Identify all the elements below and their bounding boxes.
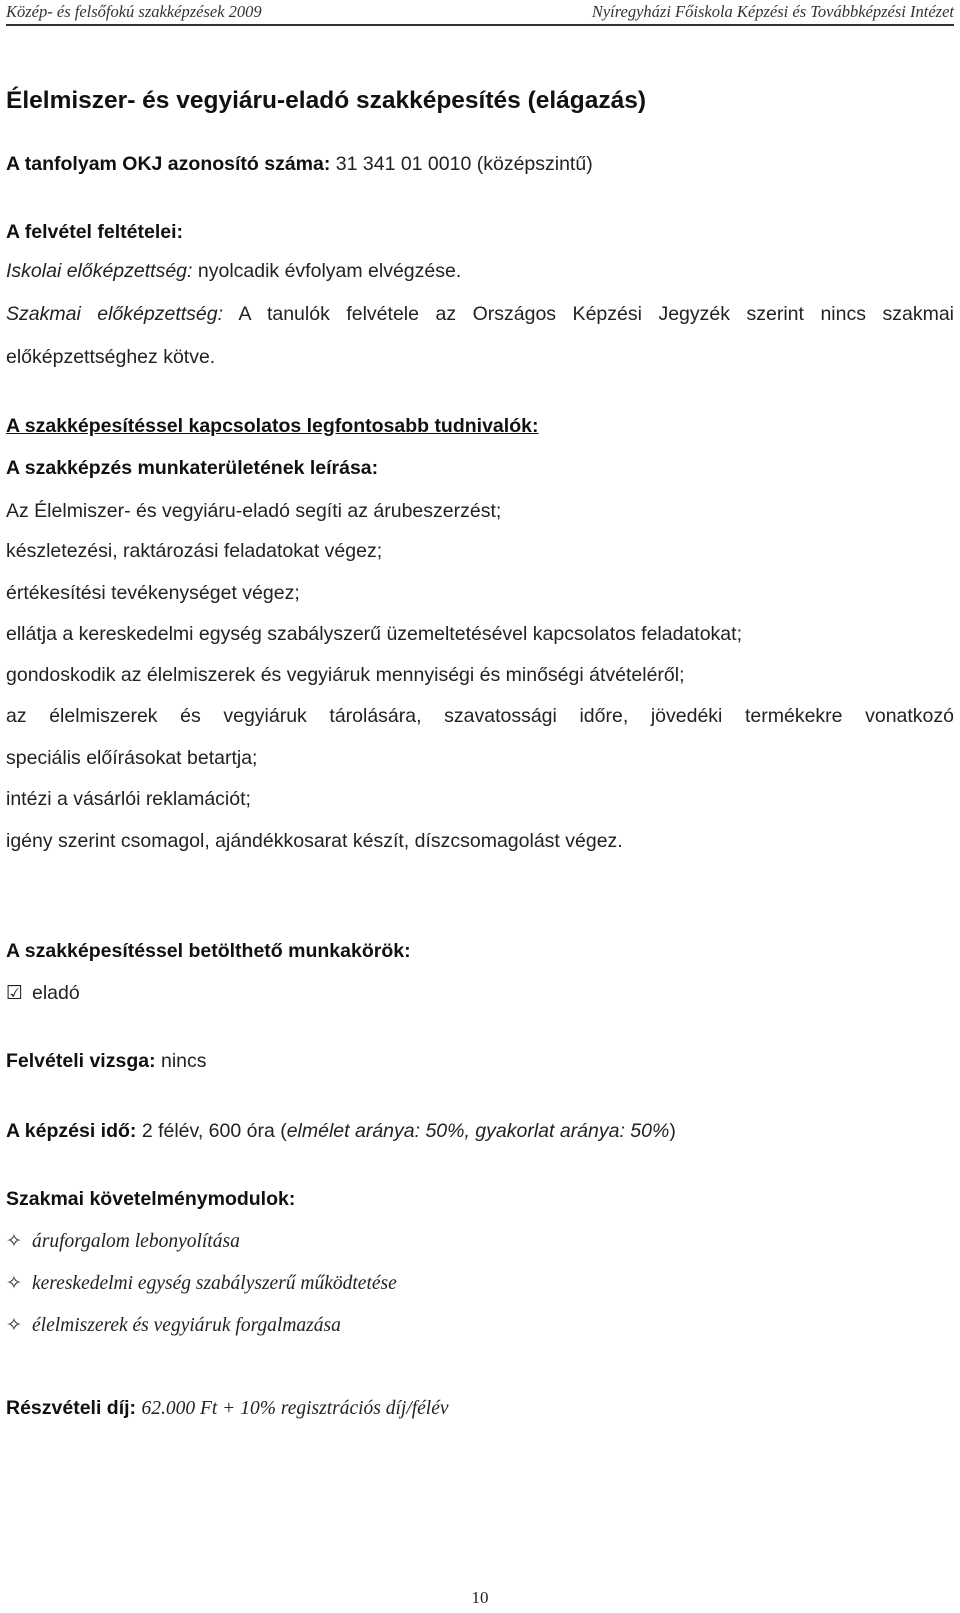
duration-value: 2 félév, 600 óra ( xyxy=(141,1120,287,1142)
duty-line: gondoskodik az élelmiszerek és vegyiáruk mennyiségi és minőségi átvételéről; xyxy=(6,664,685,686)
module-item-label: kereskedelmi egység szabályszerű működtetése xyxy=(32,1273,397,1294)
duration-close: ) xyxy=(669,1120,676,1142)
duty-line: készletezési, raktározási feladatokat végez; xyxy=(6,540,383,562)
page-title: Élelmiszer- és vegyiáru-eladó szakképesítés (elágazás) xyxy=(6,87,647,114)
exam-value: nincs xyxy=(161,1050,207,1072)
fee-label: Részvételi díj: xyxy=(6,1397,137,1419)
duty-line: az élelmiszerek és vegyiáruk tárolására, szavatossági időre, jövedéki termékekre vonatkozó xyxy=(6,705,954,727)
duty-line: értékesítési tevékenységet végez; xyxy=(6,582,300,604)
exam-label: Felvételi vizsga: xyxy=(6,1050,156,1072)
okj-label: A tanfolyam OKJ azonosító száma: xyxy=(6,153,331,175)
okj-value: 31 341 01 0010 (középszintű) xyxy=(335,153,593,175)
prof-prereq-line xyxy=(6,302,954,326)
module-item xyxy=(6,1313,341,1338)
school-prereq-value: nyolcadik évfolyam elvégzése. xyxy=(197,260,462,282)
info-heading: A szakképesítéssel kapcsolatos legfontosabb tudnivalók: xyxy=(6,415,539,437)
header-left: Közép- és felsőfokú szakképzések 2009 xyxy=(6,2,262,21)
jobs-heading: A szakképesítéssel betölthető munkakörök: xyxy=(6,940,411,962)
exam-line xyxy=(6,1049,207,1073)
duration-label: A képzési idő: xyxy=(6,1120,137,1142)
okj-line xyxy=(6,152,593,176)
fee-value: 62.000 Ft + 10% regisztrációs díj/félév xyxy=(141,1398,449,1419)
module-item xyxy=(6,1271,397,1296)
four-point-star-icon: ✧ xyxy=(6,1230,22,1252)
duty-line: speciális előírásokat betartja; xyxy=(6,747,258,769)
checkbox-checked-icon: ☑ xyxy=(6,982,24,1004)
prof-prereq-value: A tanulók felvétele az Országos Képzési Jegyzék szerint nincs szakmai xyxy=(238,303,955,325)
duty-line: igény szerint csomagol, ajándékkosarat készít, díszcsomagolást végez. xyxy=(6,830,623,852)
job-item-label: eladó xyxy=(32,982,80,1004)
page-header xyxy=(6,0,954,26)
admission-heading: A felvétel feltételei: xyxy=(6,221,184,243)
prof-prereq-label: Szakmai előképzettség: xyxy=(6,303,224,325)
job-item xyxy=(6,981,80,1005)
duty-line: Az Élelmiszer- és vegyiáru-eladó segíti az árubeszerzést; xyxy=(6,500,502,522)
duty-line: intézi a vásárlói reklamációt; xyxy=(6,788,251,810)
duty-line: ellátja a kereskedelmi egység szabályszerű üzemeltetésével kapcsolatos feladatokat; xyxy=(6,623,742,645)
four-point-star-icon: ✧ xyxy=(6,1272,22,1294)
module-item-label: áruforgalom lebonyolítása xyxy=(32,1231,240,1252)
duration-line xyxy=(6,1119,676,1143)
fee-line xyxy=(6,1396,449,1421)
page-number: 10 xyxy=(471,1588,489,1607)
school-prereq-line xyxy=(6,259,461,283)
module-item-label: élelmiszerek és vegyiáruk forgalmazása xyxy=(32,1315,341,1336)
prof-prereq-continuation: előképzettséghez kötve. xyxy=(6,346,216,368)
school-prereq-label: Iskolai előképzettség: xyxy=(6,260,193,282)
modules-heading: Szakmai követelménymodulok: xyxy=(6,1188,296,1210)
work-area-heading: A szakképzés munkaterületének leírása: xyxy=(6,457,379,479)
duration-ratio: elmélet aránya: 50%, gyakorlat aránya: 50% xyxy=(286,1120,670,1142)
four-point-star-icon: ✧ xyxy=(6,1314,22,1336)
header-right: Nyíregyházi Főiskola Képzési és Továbbképzési Intézet xyxy=(591,2,954,21)
module-item xyxy=(6,1229,240,1254)
